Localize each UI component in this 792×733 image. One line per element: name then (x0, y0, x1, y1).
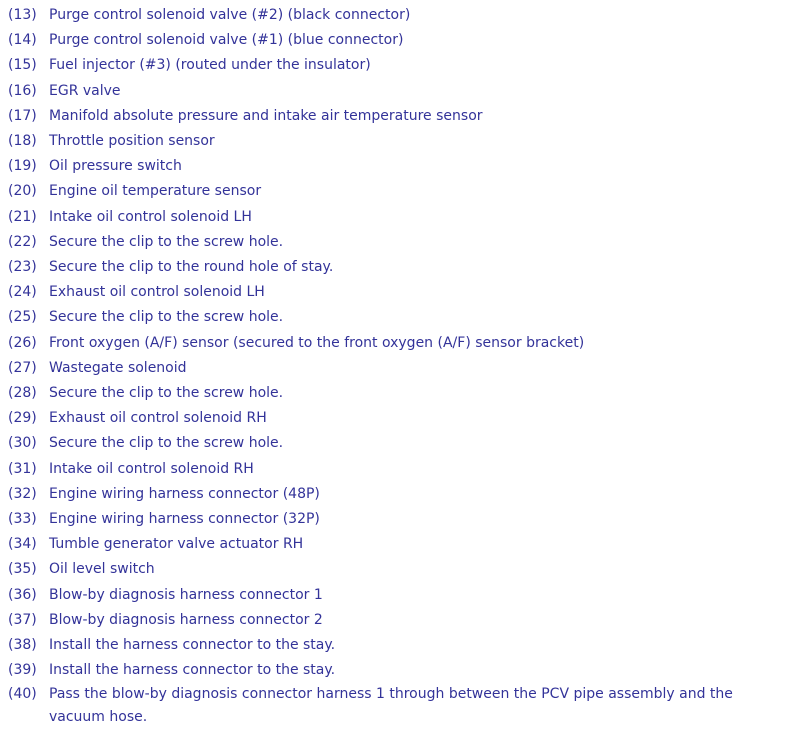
legend-item-27 (0, 356, 792, 381)
legend-item-35 (0, 557, 792, 582)
legend-item-34 (0, 532, 792, 557)
item-description: Install the harness connector to the stay. (49, 662, 336, 679)
item-description: Oil level switch (49, 561, 155, 578)
item-number: (26) (8, 334, 37, 351)
item-number: (28) (8, 385, 37, 402)
item-number: (20) (8, 183, 37, 200)
item-description: Purge control solenoid valve (#2) (black connector) (49, 7, 411, 23)
item-number: (29) (8, 410, 37, 427)
item-description: Install the harness connector to the stay. (49, 637, 336, 654)
item-description: Engine wiring harness connector (32P) (49, 511, 320, 528)
legend-item-31 (0, 457, 792, 482)
item-description: Blow-by diagnosis harness connector 2 (49, 611, 323, 628)
item-number: (17) (8, 107, 37, 124)
item-description: Oil pressure switch (49, 158, 182, 175)
item-number: (35) (8, 561, 37, 578)
item-number: (40) (8, 686, 37, 703)
item-description: Intake oil control solenoid RH (49, 460, 254, 477)
legend-item-38 (0, 633, 792, 658)
legend-item-24 (0, 280, 792, 305)
item-description: Fuel injector (#3) (routed under the insulator) (49, 57, 371, 74)
item-description: Front oxygen (A/F) sensor (secured to the front oxygen (A/F) sensor bracket) (49, 334, 585, 351)
item-description: Tumble generator valve actuator RH (49, 536, 304, 553)
item-number: (34) (8, 536, 37, 553)
legend-item-19 (0, 154, 792, 179)
item-description: Exhaust oil control solenoid LH (49, 284, 265, 301)
item-number: (14) (8, 32, 37, 49)
item-description: Secure the clip to the screw hole. (49, 233, 284, 250)
legend-item-28 (0, 381, 792, 406)
item-description: Engine oil temperature sensor (49, 183, 262, 200)
item-description: Purge control solenoid valve (#1) (blue connector) (49, 32, 404, 49)
legend-item-25 (0, 305, 792, 330)
item-description: Secure the clip to the screw hole. (49, 309, 284, 326)
legend-item-18 (0, 129, 792, 154)
item-number: (37) (8, 611, 37, 628)
item-number: (16) (8, 82, 37, 99)
legend-item-39 (0, 658, 792, 683)
legend-item-32 (0, 482, 792, 507)
item-number: (19) (8, 158, 37, 175)
legend-item-33 (0, 507, 792, 532)
item-number: (18) (8, 133, 37, 150)
legend-item-23 (0, 255, 792, 280)
item-description: Manifold absolute pressure and intake air temperature sensor (49, 107, 483, 124)
legend-item-13 (0, 3, 792, 28)
item-number: (30) (8, 435, 37, 452)
item-description: Secure the clip to the screw hole. (49, 435, 284, 452)
item-description: Pass the blow-by diagnosis connector harness 1 through between the PCV pipe assembly and the vacuum hose. (49, 686, 733, 726)
item-number: (27) (8, 359, 37, 376)
legend-item-26 (0, 331, 792, 356)
legend-item-14 (0, 28, 792, 53)
item-number: (31) (8, 460, 37, 477)
item-number: (36) (8, 586, 37, 603)
legend-item-16 (0, 79, 792, 104)
item-description: Engine wiring harness connector (48P) (49, 485, 320, 502)
item-number: (13) (8, 7, 37, 23)
item-number: (15) (8, 57, 37, 74)
item-description: Blow-by diagnosis harness connector 1 (49, 586, 323, 603)
item-description: Secure the clip to the screw hole. (49, 385, 284, 402)
legend-item-36 (0, 583, 792, 608)
item-number: (39) (8, 662, 37, 679)
item-number: (33) (8, 511, 37, 528)
item-number: (22) (8, 233, 37, 250)
legend-item-29 (0, 406, 792, 431)
legend-item-15 (0, 53, 792, 78)
item-description: Secure the clip to the round hole of stay. (49, 259, 334, 276)
item-description: Throttle position sensor (49, 133, 215, 150)
item-number: (25) (8, 309, 37, 326)
item-description: EGR valve (49, 82, 121, 99)
item-description: Exhaust oil control solenoid RH (49, 410, 267, 427)
legend-item-21 (0, 205, 792, 230)
legend-item-30 (0, 431, 792, 456)
item-number: (21) (8, 208, 37, 225)
legend-item-40 (0, 683, 792, 729)
item-number: (23) (8, 259, 37, 276)
item-number: (32) (8, 485, 37, 502)
item-number: (24) (8, 284, 37, 301)
legend-item-17 (0, 104, 792, 129)
legend-item-37 (0, 608, 792, 633)
item-description: Intake oil control solenoid LH (49, 208, 252, 225)
item-number: (38) (8, 637, 37, 654)
item-description: Wastegate solenoid (49, 359, 187, 376)
legend-item-20 (0, 179, 792, 204)
legend-item-22 (0, 230, 792, 255)
